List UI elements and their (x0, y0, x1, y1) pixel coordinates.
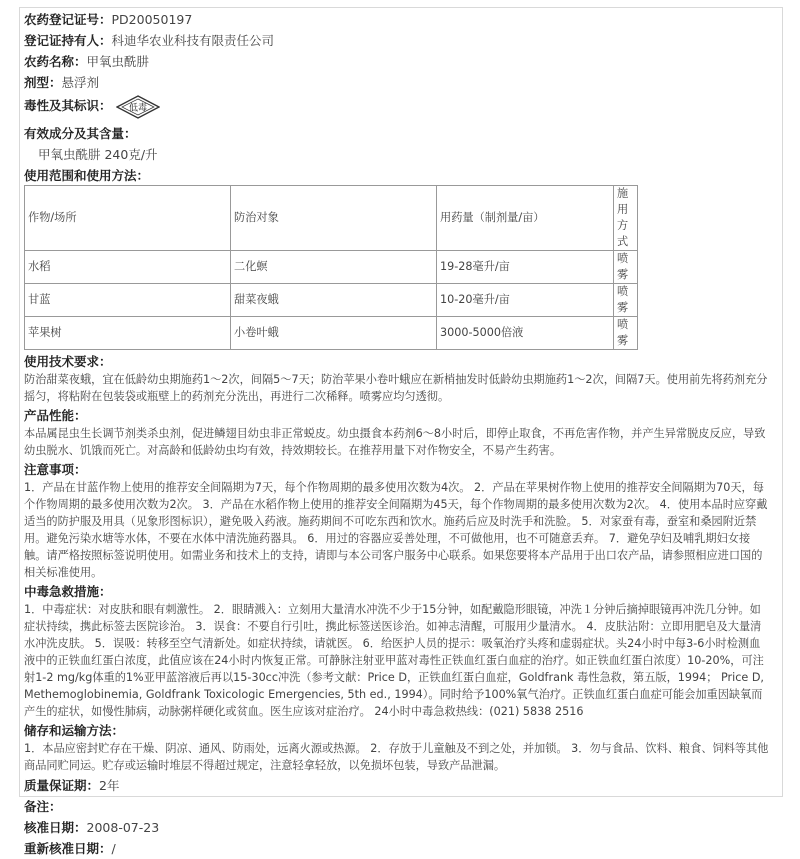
ingredient-title: 有效成分及其含量： (24, 126, 137, 141)
registration-number-value: PD20050197 (111, 12, 193, 27)
approval-date-value: 2008-07-23 (86, 820, 160, 835)
storage-text: 1．本品应密封贮存在干燥、阴凉、通风、防雨处，远离火源或热源。 2．存放于儿童触及不到之处，并加锁。 3．勿与食品、饮料、粮食、饲料等其他商品同贮同运。贮存或运输时堆层不得超过规定，注意轻拿轻放，以免损坏包装，导致产品泄漏。 (24, 742, 769, 772)
cell-target: 甜菜夜蛾 (231, 284, 437, 317)
formulation-value: 悬浮剂 (61, 75, 100, 90)
tech-requirements-title: 使用技术要求： (24, 354, 112, 369)
usage-table-header (25, 186, 638, 251)
cell-dosage: 10-20毫升/亩 (437, 284, 614, 317)
storage-title: 储存和运输方法： (24, 723, 125, 738)
registration-number-row (24, 9, 776, 30)
first-aid-title: 中毒急救措施： (24, 584, 112, 599)
toxicity-mark-text: 低毒 (128, 103, 147, 113)
shelf-life-value: 2年 (99, 778, 120, 793)
cell-dosage: 3000-5000倍液 (437, 317, 614, 350)
cell-target: 小卷叶蛾 (231, 317, 437, 350)
registration-number-label: 农药登记证号： (24, 12, 112, 27)
usage-title: 使用范围和使用方法： (24, 168, 150, 183)
holder-label: 登记证持有人： (24, 33, 112, 48)
approval-date-row (24, 817, 776, 838)
approval-date-label: 核准日期： (24, 820, 87, 835)
formulation-row (24, 72, 776, 93)
remark-row (24, 796, 776, 817)
pesticide-name-row (24, 51, 776, 72)
usage-table (24, 185, 638, 350)
ingredient-value: 甲氧虫酰肼 240克/升 (38, 147, 158, 162)
toxicity-label: 毒性及其标识： (24, 98, 112, 113)
reapproval-date-label: 重新核准日期： (24, 841, 112, 856)
remark-label: 备注： (24, 799, 62, 814)
holder-row (24, 30, 776, 51)
header-crop: 作物/场所 (25, 186, 231, 251)
cell-method: 喷雾 (614, 251, 638, 284)
tech-requirements-text: 防治甜菜夜蛾，宜在低龄幼虫期施药1～2次，间隔5～7天；防治苹果小卷叶蛾应在新梢抽发时低龄幼虫期施药1～2次，间隔7天。使用前先将药剂充分摇匀，将粘附在包装袋或瓶壁上的药剂充分洗出，再进行二次稀释。喷雾应均匀透彻。 (24, 373, 768, 403)
pesticide-registration-document (24, 9, 776, 859)
cell-dosage: 19-28毫升/亩 (437, 251, 614, 284)
first-aid-text: 1．中毒症状：对皮肤和眼有刺激性。 2．眼睛溅入：立刻用大量清水冲洗不少于15分钟，如配戴隐形眼镜，冲洗１分钟后摘掉眼镜再冲洗几分钟。如症状持续，携此标签去医院诊治。 3．误食：不要自行引吐，携此标签送医诊治。如神志清醒，可服用少量清水。 4．皮肤沾附：立即用肥皂及大量清水冲洗皮肤。 5．误吸：转移至空气清新处。如症状持续，请就医。 6．给医护人员的提示：吸氧治疗头疼和虚弱症状。头24小时中每3-6小时检测血液中的正铁血红蛋白浓度，此值应该在24小时内恢复正常。可静脉注射亚甲蓝对毒性正铁血红蛋白血症的治疗。如正铁血红蛋白浓度）10-20%，可注射1-2 mg/kg体重的1%亚甲蓝溶液后再以15-30cc冲洗（参考文献：Price D，正铁血红蛋白血症，Goldfrank 毒性急救，第五版，1994； Price D, Methemoglobinemia, Goldfrank Toxicologic Emergencies, 5th ed., 1994）。同时给予100%氧气治疗。正铁血红蛋白血症可能会加重因缺氧而产生的症状，如慢性肺病，动脉粥样硬化或贫血。医生应该对症治疗。 24小时中毒急救热线：(021) 5838 2516 (24, 603, 764, 718)
cell-crop: 甘蓝 (25, 284, 231, 317)
holder-value: 科迪华农业科技有限责任公司 (111, 33, 275, 48)
header-method: 施用方式 (614, 186, 638, 251)
precautions-title: 注意事项： (24, 462, 87, 477)
pesticide-name-label: 农药名称： (24, 54, 87, 69)
reapproval-date-value: / (111, 841, 116, 856)
product-performance-title: 产品性能： (24, 408, 87, 423)
product-performance-text: 本品属昆虫生长调节剂类杀虫剂，促进鳞翅目幼虫非正常蜕皮。幼虫摄食本药剂6～8小时后，即停止取食，不再危害作物，并产生异常脱皮反应，导致幼虫脱水、饥饿而死亡。对高龄和低龄幼虫均有效，持效期较长。在推荐用量下对作物安全，不易产生药害。 (24, 427, 766, 457)
header-dosage: 用药量（制剂量/亩） (437, 186, 614, 251)
cell-target: 二化螟 (231, 251, 437, 284)
cell-method: 喷雾 (614, 317, 638, 350)
toxicity-row (24, 93, 776, 119)
table-row (25, 284, 638, 317)
precautions-text: 1．产品在甘蓝作物上使用的推荐安全间隔期为7天，每个作物周期的最多使用次数为4次。 2．产品在苹果树作物上使用的推荐安全间隔期为70天，每个作物周期的最多使用次数为2次。 3．产品在水稻作物上使用的推荐安全间隔期为45天，每个作物周期的最多使用次数为2次。 4．使用本品时应穿戴适当的防护服及用具（见象形图标识），避免吸入药液。施药期间不可吃东西和饮水。施药后应及时洗手和洗脸。 5．对家蚕有毒，蚕室和桑园附近禁用。避免污染水塘等水体，不要在水体中清洗施药器具。 6．用过的容器应妥善处理，不可做他用，也不可随意丢弃。 7．避免孕妇及哺乳期妇女接触。请严格按照标签说明使用。如需业务和技术上的支持，请即与本公司客户服务中心联系。如果您要将本产品用于出口农产品，请参照相应进口国的相关标准使用。 (24, 481, 768, 579)
reapproval-date-row (24, 838, 776, 859)
shelf-life-row (24, 775, 776, 796)
cell-method: 喷雾 (614, 284, 638, 317)
table-row (25, 251, 638, 284)
pesticide-name-value: 甲氧虫酰肼 (86, 54, 150, 69)
cell-crop: 苹果树 (25, 317, 231, 350)
low-toxicity-icon (116, 95, 160, 119)
header-target: 防治对象 (231, 186, 437, 251)
cell-crop: 水稻 (25, 251, 231, 284)
table-row (25, 317, 638, 350)
shelf-life-label: 质量保证期： (24, 778, 100, 793)
formulation-label: 剂型： (24, 75, 62, 90)
